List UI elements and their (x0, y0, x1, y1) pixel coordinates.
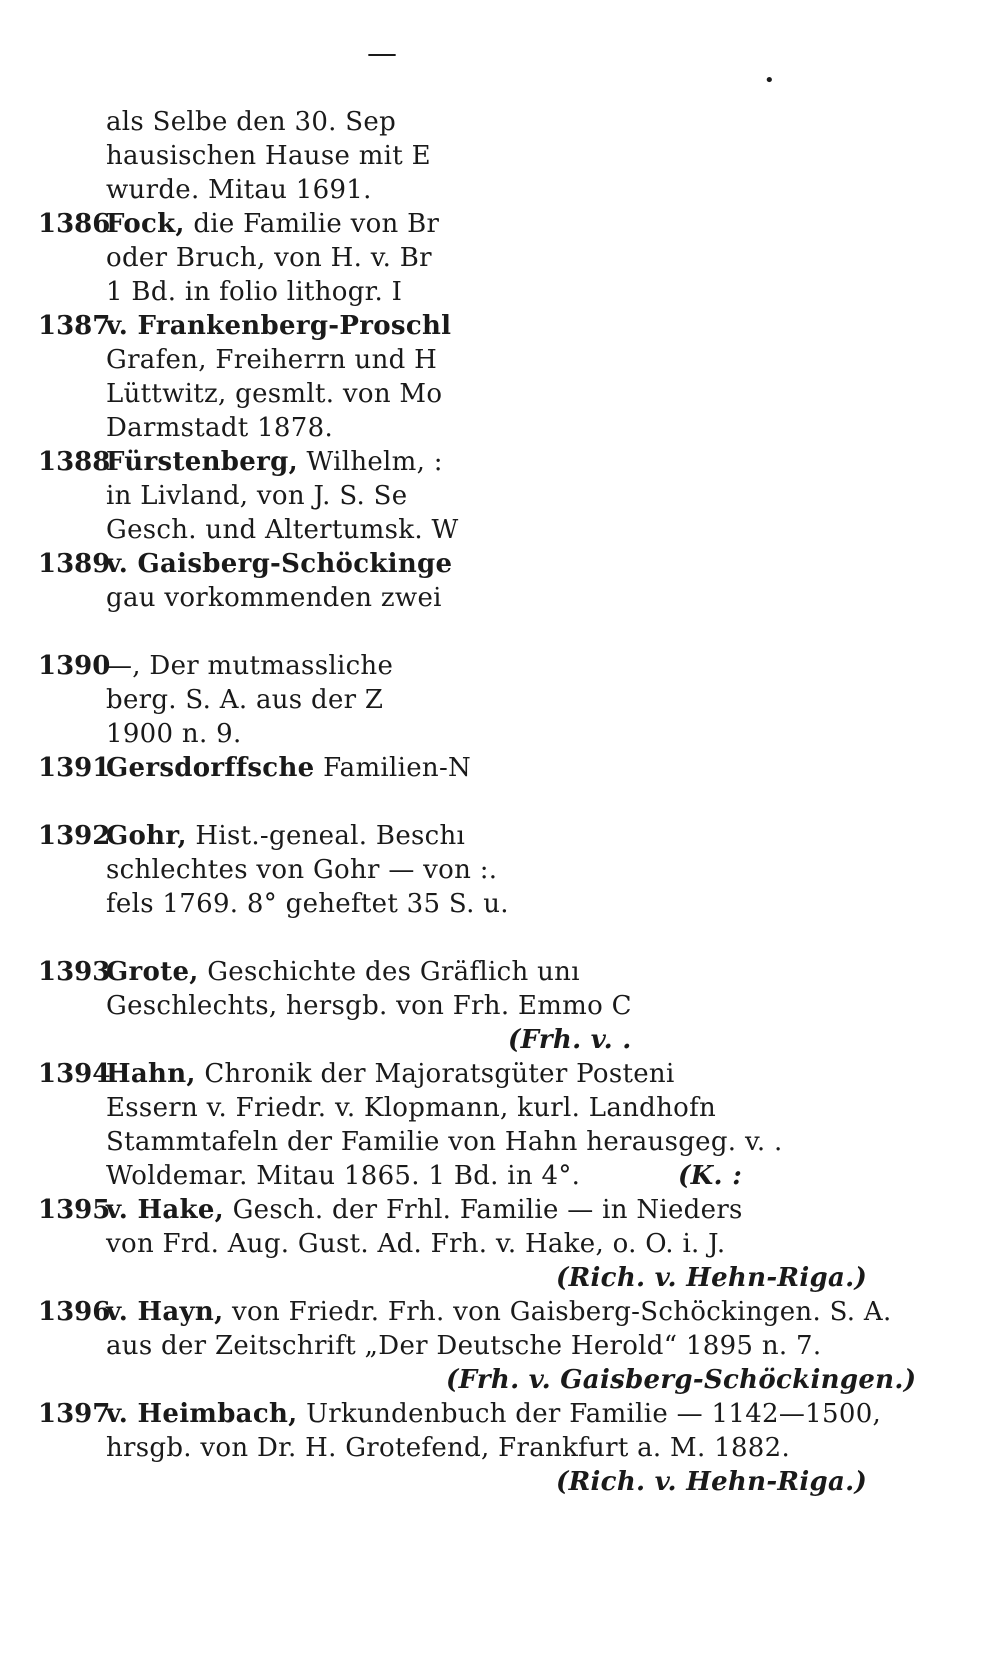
entry-source: (Frh. v. . (508, 1025, 632, 1055)
entry-text: die Familie von Br (184, 209, 440, 239)
entry-name: Fock, (106, 209, 185, 239)
entry-text: Urkundenbuch der Familie — 1142—1500, (297, 1399, 882, 1429)
entry-source: (K. : (678, 1161, 743, 1191)
entry-number: 1391 (38, 753, 111, 783)
entry-number: 1396 (38, 1297, 111, 1327)
entry-name: Fürstenberg, (106, 447, 298, 477)
entry-name: v. Hake, (106, 1195, 225, 1225)
entry-line (106, 547, 452, 581)
entry-line: Darmstadt 1878. (106, 413, 334, 443)
entry-number: 1390 (38, 651, 111, 681)
entry-number: 1397 (38, 1399, 111, 1429)
entry-number: 1389 (38, 549, 111, 579)
entry-name: v. Frankenberg-Proschl (106, 311, 452, 341)
entry-number: 1395 (38, 1195, 111, 1225)
entry-number: 1393 (38, 957, 111, 987)
entry-line: fels 1769. 8° geheftet 35 S. u. (106, 889, 509, 919)
entry-source: (Frh. v. Gaisberg-Schöckingen.) (446, 1365, 917, 1395)
entry-line: Woldemar. Mitau 1865. 1 Bd. in 4°. (106, 1161, 581, 1191)
entry-number: 1387 (38, 311, 111, 341)
entry-line: als Selbe den 30. Sep (106, 107, 397, 137)
entry-name: Gersdorffsche (106, 753, 315, 783)
entry-text: von Friedr. Frh. von Gaisberg-Schöckingen. S. A. (223, 1297, 892, 1327)
entry-line: wurde. Mitau 1691. (106, 175, 372, 205)
page-header-dash: — (367, 36, 397, 71)
entry-line: 1 Bd. in folio lithogr. I (106, 277, 403, 307)
entry-line (106, 207, 439, 241)
entry-name: Gohr, (106, 821, 187, 851)
entry-name: v. Gaisberg-Schöckinge (106, 549, 453, 579)
entry-text: Wilhelm, : (297, 447, 443, 477)
entry-line: Geschlechts, hersgb. von Frh. Emmo C (106, 991, 632, 1021)
entry-line (106, 955, 580, 989)
entry-text: Chronik der Majoratsgüter Posteni (195, 1059, 675, 1089)
entry-text: Hist.-geneal. Beschı (186, 821, 466, 851)
entry-text: Geschichte des Gräflich unı (198, 957, 580, 987)
entry-line: schlechtes von Gohr — von :. (106, 855, 498, 885)
entry-line: 1900 n. 9. (106, 719, 242, 749)
entry-line: Lüttwitz, gesmlt. von Mo (106, 379, 443, 409)
entry-source: (Rich. v. Hehn-Riga.) (556, 1467, 868, 1497)
entry-line: in Livland, von J. S. Se (106, 481, 408, 511)
entry-line: aus der Zeitschrift „Der Deutsche Herold“ 1895 n. 7. (106, 1331, 822, 1361)
entry-line: oder Bruch, von H. v. Br (106, 243, 432, 273)
entry-line (106, 751, 471, 785)
entry-name: Grote, (106, 957, 199, 987)
entry-line: von Frd. Aug. Gust. Ad. Frh. v. Hake, o. O. i. J. (106, 1229, 726, 1259)
entry-text: Gesch. der Frhl. Familie — in Nieders (224, 1195, 743, 1225)
entry-line (106, 1057, 675, 1091)
entry-line (106, 1397, 881, 1431)
entry-line: hrsgb. von Dr. H. Grotefend, Frankfurt a. M. 1882. (106, 1433, 791, 1463)
entry-line: hausischen Hause mit E (106, 141, 431, 171)
entry-number: 1388 (38, 447, 111, 477)
entry-line (106, 309, 451, 343)
entry-line (106, 1295, 892, 1329)
entry-number: 1394 (38, 1059, 111, 1089)
entry-number: 1392 (38, 821, 111, 851)
entry-line: Gesch. und Altertumsk. W (106, 515, 459, 545)
entry-line: gau vorkommenden zwei (106, 583, 442, 613)
entry-line (106, 819, 465, 853)
entry-line: Essern v. Friedr. v. Klopmann, kurl. Landhofn (106, 1093, 717, 1123)
entry-line: Stammtafeln der Familie von Hahn herausgeg. v. . (106, 1127, 783, 1157)
entry-name: v. Hayn, (106, 1297, 224, 1327)
entry-line: —, Der mutmassliche (106, 651, 394, 681)
entry-name: v. Heimbach, (106, 1399, 298, 1429)
entry-number: 1386 (38, 209, 111, 239)
entry-source: (Rich. v. Hehn-Riga.) (556, 1263, 868, 1293)
entry-line (106, 1193, 743, 1227)
stray-dot: • (764, 70, 775, 91)
entry-line: Grafen, Freiherrn und H (106, 345, 438, 375)
entry-text: Familien-N (314, 753, 472, 783)
entry-line (106, 445, 443, 479)
entry-line: berg. S. A. aus der Z (106, 685, 384, 715)
entry-name: Hahn, (106, 1059, 196, 1089)
